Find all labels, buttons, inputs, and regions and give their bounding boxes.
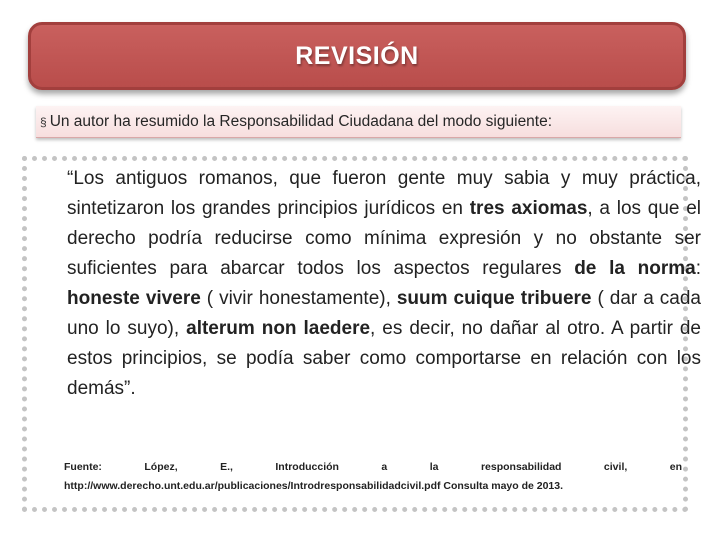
quote-text-2: , a los que el derecho podría reducirse como mínima expresión y no obstante ser suficientes para abarcar todos los aspectos regulares: [67, 198, 701, 279]
source-link[interactable]: http://www.derecho.unt.edu.ar/publicaciones/Introdresponsabilidadcivil.pdf: [64, 480, 441, 492]
quote-text-6: , es decir, no dañar al otro. A partir de estos principios, se podía saber como comportarse en relación con los demás”.: [67, 318, 701, 399]
quote-paragraph: [67, 164, 701, 404]
source-citation: [64, 458, 682, 496]
quote-box: [22, 156, 701, 512]
title-banner: [28, 22, 686, 90]
quote-bold-de-la-norma: de la norma: [574, 258, 696, 279]
quote-bold-suum-cuique-tribuere: suum cuique tribuere: [396, 288, 592, 309]
quote-text-5: ( dar a cada uno lo suyo),: [67, 288, 701, 339]
subtitle-text: Un autor ha resumido la Responsabilidad Ciudadana del modo siguiente:: [49, 112, 553, 130]
source-text: Fuente: López, E., Introducción a la responsabilidad civil, en: [64, 461, 682, 473]
slide-title: REVISIÓN: [295, 41, 419, 70]
quote-bold-alterum-non-laedere: alterum non laedere: [186, 318, 371, 339]
quote-text-4: ( vivir honestamente),: [200, 288, 397, 309]
quote-bold-tres-axiomas: tres axiomas: [469, 198, 588, 219]
quote-bold-honeste-vivere: honeste vivere: [67, 288, 201, 309]
quote-text-1: “Los antiguos romanos, que fueron gente muy sabia y muy práctica, sintetizaron los grandes principios jurídicos en: [67, 168, 701, 219]
source-suffix: Consulta mayo de 2013.: [440, 480, 564, 492]
quote-text-3: :: [695, 258, 701, 279]
subtitle-bar: [36, 106, 681, 138]
bullet-icon: §: [40, 114, 47, 129]
